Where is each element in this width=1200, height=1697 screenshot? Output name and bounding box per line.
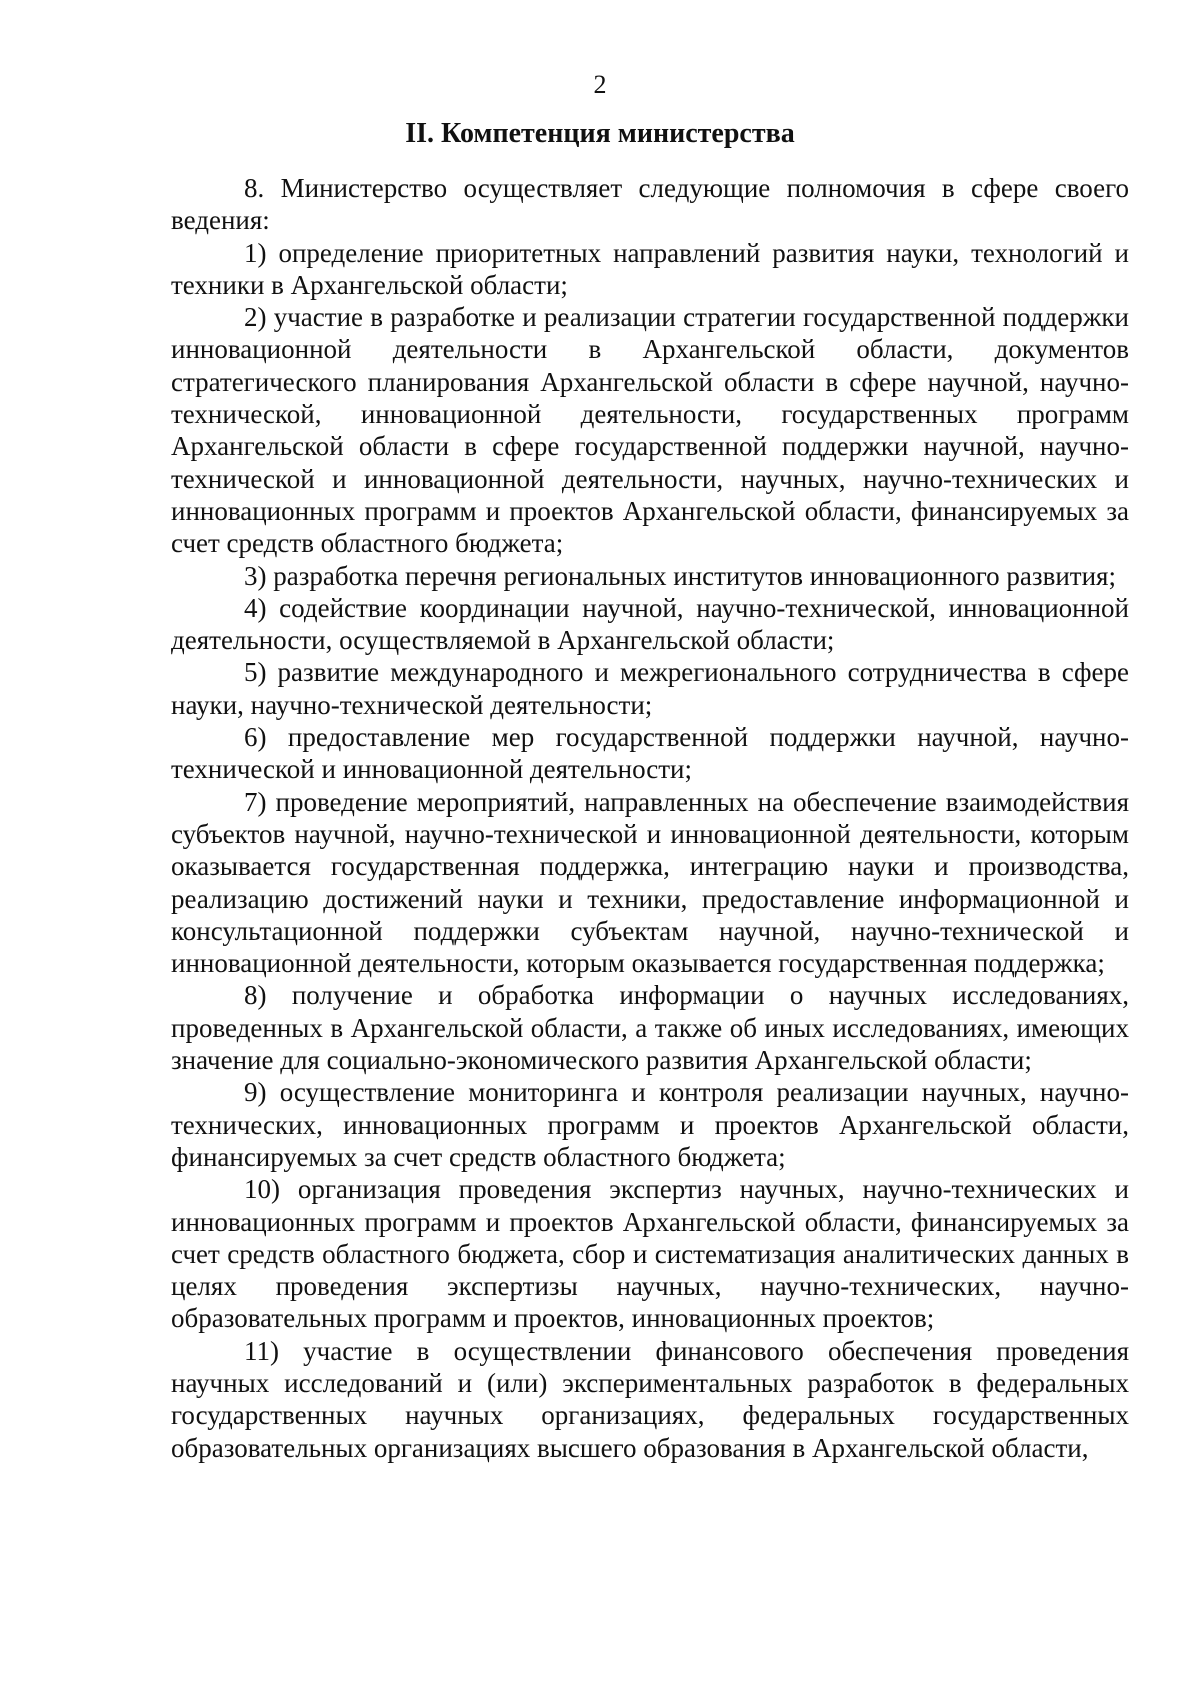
paragraph-intro: 8. Министерство осуществляет следующие полномочия в сфере своего ведения: xyxy=(171,173,1129,236)
list-item-6: 6) предоставление мер государственной поддержки научной, научно-технической и инновационной деятельности; xyxy=(171,722,1129,785)
list-item-10: 10) организация проведения экспертиз научных, научно-технических и инновационных программ и проектов Архангельской области, финансируемых за счет средств областного бюджета, сбор и систематизация аналитических данных в целях проведения экспертизы научных, научно-технических, научно-образовательных программ и проектов, инновационных проектов; xyxy=(171,1174,1129,1334)
page-number: 2 xyxy=(593,70,607,99)
list-item-4: 4) содействие координации научной, научно-технической, инновационной деятельности, осуществляемой в Архангельской области; xyxy=(171,592,1129,656)
list-item-7: 7) проведение мероприятий, направленных на обеспечение взаимодействия субъектов научной, научно-технической и инновационной деятельности, которым оказывается государственная поддержка, интеграцию науки и производства, реализацию достижений науки и техники, предоставление информационной и консультационной поддержки субъектам научной, научно-технической и инновационной деятельности, которым оказывается государственная поддержка; xyxy=(171,786,1129,979)
list-item-8: 8) получение и обработка информации о научных исследованиях, проведенных в Архангельской области, а также об иных исследованиях, имеющих значение для социально-экономического развития Архангельской области; xyxy=(171,980,1129,1076)
section-title: II. Компетенция министерства xyxy=(405,118,795,149)
list-item-3: 3) разработка перечня региональных институтов инновационного развития; xyxy=(244,560,1116,591)
list-item-5: 5) развитие международного и межрегионального сотрудничества в сфере науки, научно-технической деятельности; xyxy=(171,657,1129,720)
list-item-9: 9) осуществление мониторинга и контроля реализации научных, научно-технических, инновационных программ и проектов Архангельской области, финансируемых за счет средств областного бюджета; xyxy=(171,1077,1129,1172)
list-item-1: 1) определение приоритетных направлений развития науки, технологий и техники в Архангельской области; xyxy=(171,237,1129,300)
document-body xyxy=(171,172,1129,1464)
list-item-2: 2) участие в разработке и реализации стратегии государственной поддержки инновационной деятельности в Архангельской области, документов стратегического планирования Архангельской области в сфере научной, научно-технической, инновационной деятельности, государственных программ Архангельской области в сфере государственной поддержки научной, научно-технической и инновационной деятельности, научных, научно-технических и инновационных программ и проектов Архангельской области, финансируемых за счет средств областного бюджета; xyxy=(171,302,1129,559)
list-item-11: 11) участие в осуществлении финансового обеспечения проведения научных исследований и (или) экспериментальных разработок в федеральных государственных научных организациях, федеральных государственных образовательных организациях высшего образования в Архангельской области, xyxy=(171,1335,1129,1463)
